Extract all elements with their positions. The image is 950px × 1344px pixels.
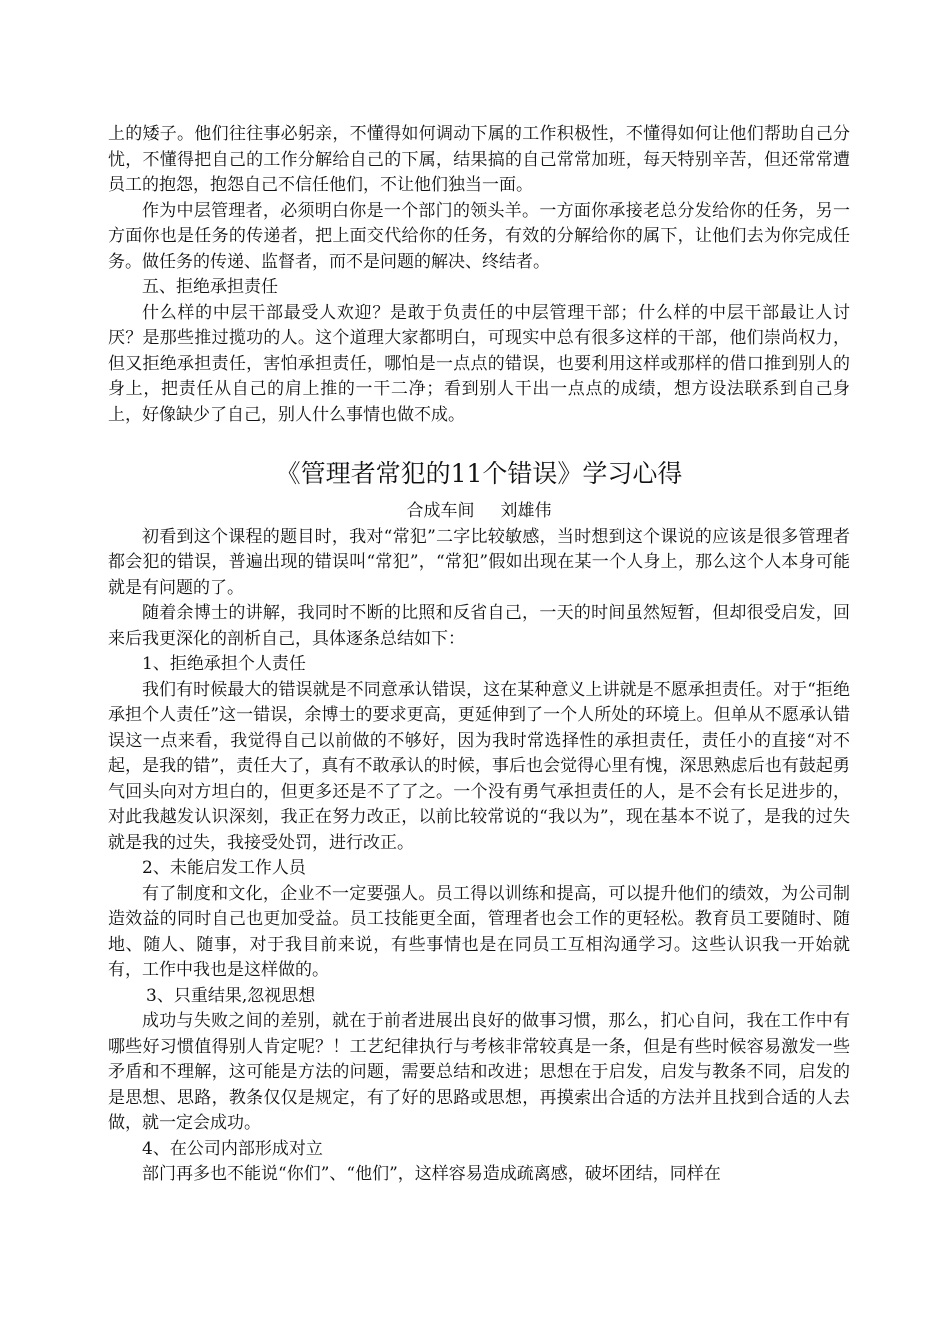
author-name: 刘雄伟 bbox=[500, 501, 552, 521]
paragraph-middle-manager: 作为中层管理者，必须明白你是一个部门的领头羊。一方面你承接老总分发给你的任务，另一方面你也是任务的传递者，把上面交代给你的任务，有效的分解给你的属下，让他们去为你完成任务。做任务的传递、监督者，而不是问题的解决、终结者。 bbox=[108, 200, 850, 272]
paragraph-refuse-responsibility: 什么样的中层干部最受人欢迎？是敢于负责任的中层管理干部；什么样的中层干部最让人讨厌？是那些推过揽功的人。这个道理大家都明白，可现实中总有很多这样的干部，他们崇尚权力，但又拒绝承担责任，害怕承担责任，哪怕是一点点的错误，也要利用这样或那样的借口推到别人的身上，把责任从自己的肩上推的一干二净；看到别人干出一点点的成绩，想方设法联系到自己身上，好像缺少了自己，别人什么事情也做不成。 bbox=[108, 302, 850, 425]
paragraph-point-3: 成功与失败之间的差别，就在于前者进展出良好的做事习惯，那么，扪心自问，我在工作中有哪些好习惯值得别人肯定呢？！工艺纪律执行与考核非常较真是一条，但是有些时候容易激发一些矛盾和不理解，这可能是方法的问题，需要总结和改进；思想在于启发，启发与教条不同，启发的是思想、思路，教条仅仅是规定，有了好的思路或思想，再摸索出合适的方法并且找到合适的人去做，就一定会成功。 bbox=[108, 1011, 850, 1133]
heading-point-4: 4、在公司内部形成对立 bbox=[142, 1138, 323, 1159]
author-line bbox=[108, 499, 850, 525]
author-department: 合成车间 bbox=[406, 501, 475, 521]
heading-point-2: 2、未能启发工作人员 bbox=[142, 858, 306, 878]
paragraph-point-1: 我们有时候最大的错误就是不同意承认错误，这在某种意义上讲就是不愿承担责任。对于“拒绝承担个人责任”这一错误，余博士的要求更高，更延伸到了一个人所处的环境上。但单从不愿承认错误这一点来看，我觉得自己以前做的不够好，因为我时常选择性的承担责任，责任小的直接“对不起，是我的错”，责任大了，真有不敢承认的时候，事后也会觉得心里有愧，深思熟虑后也有鼓起勇气回头向对方坦白的，但更多还是不了了之。一个没有勇气承担责任的人，是不会有长足进步的，对此我越发认识深刻，我正在努力改正，以前比较常说的“我以为”，现在基本不说了，是我的过失就是我的过失，我接受处罚，进行改正。 bbox=[108, 679, 850, 853]
paragraph-intro-2: 随着余博士的讲解，我同时不断的比照和反省自己，一天的时间虽然短暂，但却很受启发，回来后我更深化的剖析自己，具体逐条总结如下： bbox=[108, 603, 850, 649]
paragraph-point-4: 部门再多也不能说“你们”、“他们”，这样容易造成疏离感，破坏团结，同样在 bbox=[142, 1164, 721, 1184]
heading-point-3: 3、只重结果,忽视思想 bbox=[146, 985, 316, 1006]
article-title: 《管理者常犯的11个错误》学习心得 bbox=[275, 459, 683, 488]
heading-refuse-responsibility: 五、拒绝承担责任 bbox=[142, 277, 278, 297]
paragraph-point-2: 有了制度和文化，企业不一定要强人。员工得以训练和提高，可以提升他们的绩效，为公司制造效益的同时自己也更加受益。员工技能更全面，管理者也会工作的更轻松。教育员工要随时、随地、随人、随事，对于我目前来说，有些事情也是在同员工互相沟通学习。这些认识我一开始就有，工作中我也是这样做的。 bbox=[108, 883, 850, 980]
paragraph-continued: 上的矮子。他们往往事必躬亲，不懂得如何调动下属的工作积极性，不懂得如何让他们帮助自己分忧，不懂得把自己的工作分解给自己的下属，结果搞的自己常常加班，每天特别辛苦，但还常常遭员工的抱怨，抱怨自己不信任他们，不让他们独当一面。 bbox=[108, 124, 850, 195]
heading-point-1: 1、拒绝承担个人责任 bbox=[142, 654, 306, 674]
document-page bbox=[108, 122, 850, 1188]
paragraph-intro-1: 初看到这个课程的题目时，我对“常犯”二字比较敏感，当时想到这个课说的应该是很多管理者都会犯的错误，普遍出现的错误叫“常犯”，“常犯”假如出现在某一个人身上，那么这个人本身可能就是有问题的了。 bbox=[108, 526, 850, 598]
